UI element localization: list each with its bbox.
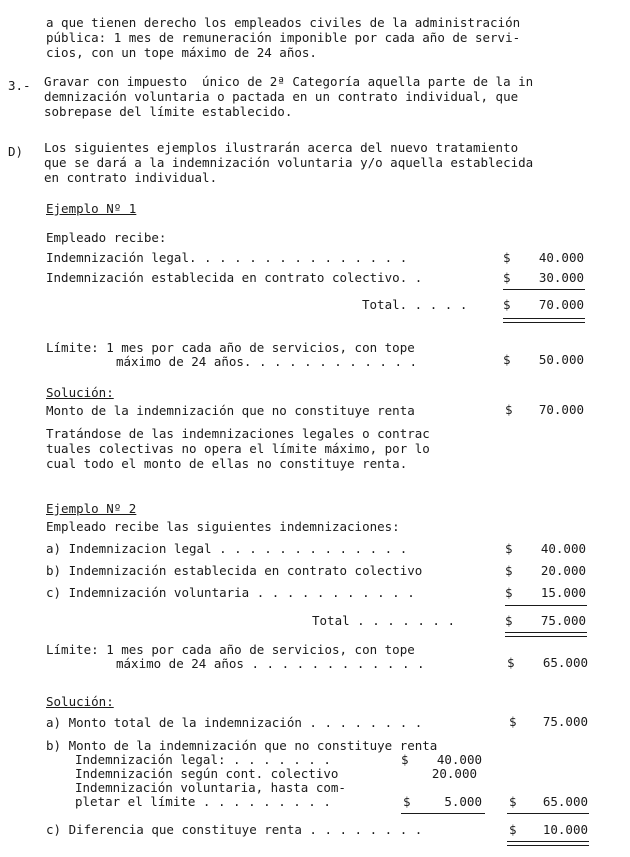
sum-rule	[503, 289, 585, 290]
sum-rule	[505, 605, 587, 606]
example-2-solution-c-amount: 10.000	[542, 822, 588, 837]
example-2-limit-amount: 65.000	[542, 655, 588, 670]
sum-rule	[507, 813, 589, 814]
example-1-row-legal-amount: 40.000	[538, 250, 584, 265]
double-rule-top	[503, 318, 585, 319]
double-rule-top	[505, 632, 587, 633]
item-3-line-3: sobrepase del límite establecido.	[44, 104, 293, 119]
example-2-row-a-amount: 40.000	[540, 541, 586, 556]
example-2-row-c-amount: 15.000	[540, 585, 586, 600]
example-1-limit-line-1: Límite: 1 mes por cada año de servicios, con tope	[46, 340, 415, 355]
example-2-row-a: a) Indemnizacion legal . . . . . . . . . . . . .	[46, 541, 408, 556]
example-2-solution-a-amount: 75.000	[542, 714, 588, 729]
example-2-limit-line-2: máximo de 24 años . . . . . . . . . . . .	[116, 656, 425, 671]
example-2-row-b: b) Indemnización establecida en contrato colectivo	[46, 563, 423, 578]
example-2-solution-b-colectivo-amount: 20.000	[431, 766, 477, 781]
currency-sign: $	[505, 563, 513, 578]
example-2-solution-c: c) Diferencia que constituye renta . . . . . . . .	[46, 822, 423, 837]
example-1-total-amount: 70.000	[538, 297, 584, 312]
example-1-solution-line: Monto de la indemnización que no constituye renta	[46, 403, 415, 418]
example-2-solution-b: b) Monto de la indemnización que no constituye renta	[46, 738, 438, 753]
example-2-solution-b-total-amount: 65.000	[542, 794, 588, 809]
item-d-line-1: Los siguientes ejemplos ilustrarán acerca del nuevo tratamiento	[44, 140, 519, 155]
currency-sign: $	[509, 822, 517, 837]
item-3-number: 3.-	[8, 78, 31, 93]
example-1-total-label: Total. . . . .	[362, 297, 468, 312]
item-d-number: D)	[8, 144, 24, 159]
item-3-line-2: demnización voluntaria o pactada en un contrato individual, que	[44, 89, 519, 104]
intro-line-1: a que tienen derecho los empleados civiles de la administración	[46, 15, 521, 30]
currency-sign: $	[503, 270, 511, 285]
example-1-receives: Empleado recibe:	[46, 230, 167, 245]
double-rule-bottom	[503, 322, 585, 323]
example-1-row-legal: Indemnización legal. . . . . . . . . . . . . . .	[46, 250, 408, 265]
currency-sign: $	[505, 541, 513, 556]
double-rule-bottom	[507, 845, 589, 846]
currency-sign: $	[507, 655, 515, 670]
currency-sign: $	[505, 585, 513, 600]
example-2-solution-b-voluntaria-amount: 5.000	[444, 794, 482, 809]
currency-sign: $	[505, 613, 513, 628]
example-2-solution-b-legal: Indemnización legal: . . . . . . .	[75, 752, 331, 767]
example-2-row-b-amount: 20.000	[540, 563, 586, 578]
currency-sign: $	[403, 794, 411, 809]
example-2-title: Ejemplo Nº 2	[46, 501, 137, 516]
example-1-limit-line-2: máximo de 24 años. . . . . . . . . . . .	[116, 354, 418, 369]
example-1-limit-amount: 50.000	[538, 352, 584, 367]
item-3-line-1: Gravar con impuesto único de 2ª Categoría aquella parte de la in	[44, 74, 534, 89]
currency-sign: $	[503, 297, 511, 312]
example-2-row-c: c) Indemnización voluntaria . . . . . . . . . . .	[46, 585, 415, 600]
currency-sign: $	[503, 352, 511, 367]
double-rule-top	[507, 841, 589, 842]
currency-sign: $	[509, 714, 517, 729]
double-rule-bottom	[505, 636, 587, 637]
example-1-note-line-1: Tratándose de las indemnizaciones legales o contrac	[46, 426, 430, 441]
item-d-line-3: en contrato individual.	[44, 170, 218, 185]
example-1-note-line-3: cual todo el monto de ellas no constituye renta.	[46, 456, 408, 471]
intro-line-2: pública: 1 mes de remuneración imponible por cada año de servi-	[46, 30, 521, 45]
example-1-solution-amount: 70.000	[538, 402, 584, 417]
example-1-row-colectivo: Indemnización establecida en contrato colectivo. .	[46, 270, 423, 285]
currency-sign: $	[401, 752, 409, 767]
example-2-solution-b-legal-amount: 40.000	[436, 752, 482, 767]
example-1-title: Ejemplo Nº 1	[46, 201, 137, 216]
example-2-total-amount: 75.000	[540, 613, 586, 628]
example-1-solution-title: Solución:	[46, 385, 114, 400]
intro-line-3: cios, con un tope máximo de 24 años.	[46, 45, 317, 60]
example-1-note-line-2: tuales colectivas no opera el límite máximo, por lo	[46, 441, 430, 456]
example-2-receives: Empleado recibe las siguientes indemnizaciones:	[46, 519, 400, 534]
example-2-solution-b-voluntaria-2: pletar el límite . . . . . . . . .	[75, 794, 331, 809]
currency-sign: $	[505, 402, 513, 417]
example-2-solution-title: Solución:	[46, 694, 114, 709]
example-1-row-colectivo-amount: 30.000	[538, 270, 584, 285]
currency-sign: $	[509, 794, 517, 809]
example-2-limit-line-1: Límite: 1 mes por cada año de servicios, con tope	[46, 642, 415, 657]
example-2-solution-b-voluntaria-1: Indemnización voluntaria, hasta com-	[75, 780, 346, 795]
example-2-solution-a: a) Monto total de la indemnización . . . . . . . .	[46, 715, 423, 730]
currency-sign: $	[503, 250, 511, 265]
example-2-total-label: Total . . . . . . .	[312, 613, 455, 628]
sum-rule	[401, 813, 485, 814]
item-d-line-2: que se dará a la indemnización voluntaria y/o aquella establecida	[44, 155, 534, 170]
example-2-solution-b-colectivo: Indemnización según cont. colectivo	[75, 766, 339, 781]
